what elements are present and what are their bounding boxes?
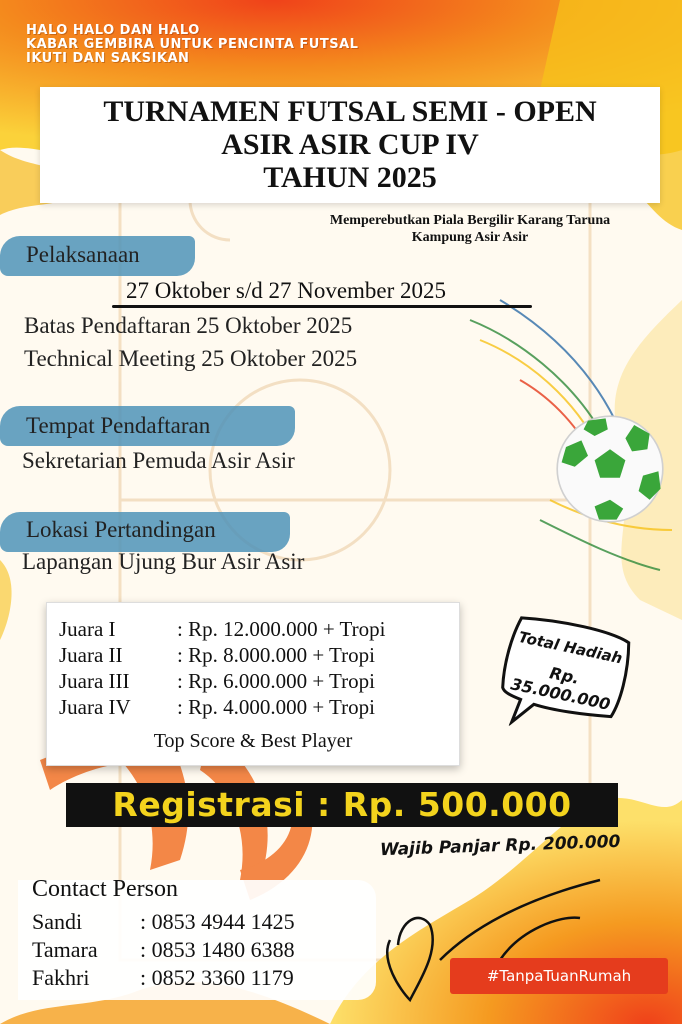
prize-label: Juara I: [59, 617, 116, 641]
registration-fee: Registrasi : Rp. 500.000: [112, 785, 572, 824]
contact-name: Tamara: [32, 937, 98, 962]
soccer-ball-icon: [555, 414, 665, 524]
batas-pendaftaran: Batas Pendaftaran 25 Oktober 2025: [24, 313, 353, 338]
prize-value: : Rp. 6.000.000 + Tropi: [177, 669, 375, 693]
prize-box: [46, 602, 460, 766]
title-line-1: TURNAMEN FUTSAL SEMI - OPEN: [103, 95, 597, 128]
tagline-line-2: KABAR GEMBIRA UNTUK PENCINTA FUTSAL: [26, 37, 359, 52]
contact-name: Sandi: [32, 909, 83, 934]
date-underline: [112, 305, 532, 308]
hashtag-badge: #TanpaTuanRumah: [450, 958, 668, 994]
prize-label: Juara III: [59, 669, 130, 693]
top-score-text: Top Score & Best Player: [153, 730, 353, 752]
lokasi-value: Lapangan Ujung Bur Asir Asir: [22, 549, 305, 574]
tempat-value: Sekretarian Pemuda Asir Asir: [22, 448, 295, 473]
contact-phone[interactable]: : 0852 3360 1179: [140, 965, 294, 990]
title-box: [40, 87, 660, 203]
contact-name: Fakhri: [32, 965, 90, 990]
contact-title: Contact Person: [32, 876, 178, 902]
prize-value: : Rp. 8.000.000 + Tropi: [177, 643, 375, 667]
technical-meeting: Technical Meeting 25 Oktober 2025: [24, 346, 358, 371]
tagline: [26, 24, 358, 66]
total-hadiah-amount: Rp. 35.000.000: [509, 663, 613, 714]
tagline-line-3: IKUTI DAN SAKSIKAN: [26, 51, 190, 66]
prize-value: : Rp. 12.000.000 + Tropi: [177, 617, 386, 641]
panjar-text: Wajib Panjar Rp. 200.000: [379, 831, 621, 861]
subtitle-line-2: Kampung Asir Asir: [411, 230, 529, 245]
tagline-line-1: HALO HALO DAN HALO: [26, 23, 200, 38]
total-hadiah-label: Total Hadiah: [516, 627, 624, 668]
contact-phone[interactable]: : 0853 1480 6388: [140, 937, 295, 962]
date-range: 27 Oktober s/d 27 November 2025: [126, 278, 447, 303]
registration-banner: [66, 783, 618, 827]
lokasi-heading: Lokasi Pertandingan: [26, 517, 216, 542]
subtitle: [300, 212, 640, 246]
prize-value: : Rp. 4.000.000 + Tropi: [177, 695, 375, 719]
title-line-2: ASIR ASIR CUP IV: [221, 128, 479, 161]
contact-phone[interactable]: : 0853 4944 1425: [140, 909, 295, 934]
subtitle-line-1: Memperebutkan Piala Bergilir Karang Taruna: [329, 213, 611, 228]
prize-label: Juara IV: [59, 695, 131, 719]
prize-label: Juara II: [59, 643, 123, 667]
tempat-heading: Tempat Pendaftaran: [26, 413, 211, 438]
pelaksanaan-heading: Pelaksanaan: [26, 242, 140, 267]
title-line-3: TAHUN 2025: [263, 161, 437, 194]
